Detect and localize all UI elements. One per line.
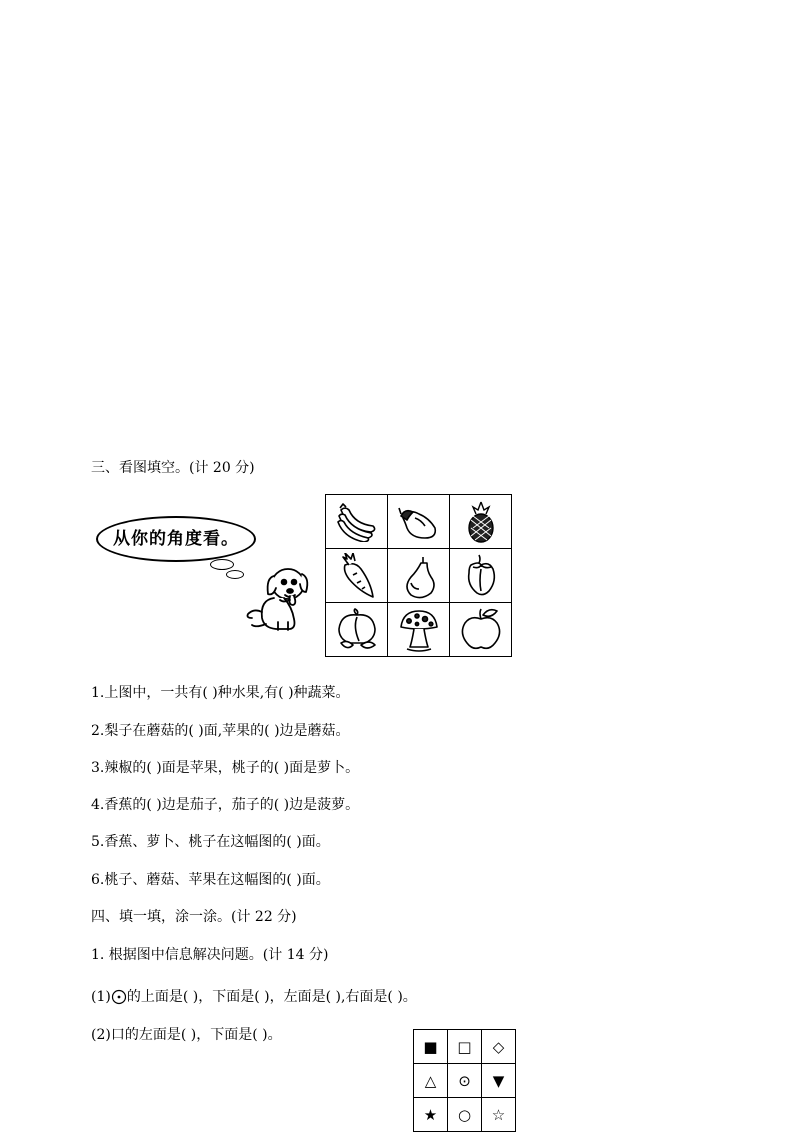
symbol-grid	[413, 1029, 516, 1132]
grid-cell-apple	[450, 603, 512, 657]
banana-icon	[335, 502, 379, 542]
question-3-4: 4.香蕉的( )边是茄子，茄子的( )边是菠萝。	[91, 797, 360, 813]
question-3-1: 1.上图中，一共有( )种水果,有( )种蔬菜。	[91, 685, 350, 701]
grid-cell-pepper	[450, 549, 512, 603]
q1-1-prefix: (1)	[91, 989, 111, 1005]
symbol-cell: ○	[448, 1098, 482, 1132]
question-3-2: 2.梨子在蘑菇的( )面,苹果的( )边是蘑菇。	[91, 723, 350, 739]
question-4-1-2: (2)口的左面是( )，下面是( )。	[91, 1027, 282, 1043]
apple-icon	[459, 607, 503, 653]
symbol-cell: ⊙	[448, 1064, 482, 1098]
section-4-title: 四、填一填，涂一涂。(计 22 分)	[91, 909, 297, 925]
pineapple-icon	[459, 500, 503, 544]
grid-cell-pear	[388, 549, 450, 603]
symbol-cell: ◇	[482, 1030, 516, 1064]
pepper-icon	[461, 553, 501, 599]
dog-icon	[236, 562, 312, 634]
q1-1-text: 的上面是( )，下面是( )，左面是( ),右面是( )。	[126, 989, 417, 1005]
peach-icon	[335, 607, 379, 653]
symbol-cell: ☆	[482, 1098, 516, 1132]
symbol-cell: ★	[414, 1098, 448, 1132]
section-3-title: 三、看图填空。(计 20 分)	[91, 460, 255, 476]
mushroom-icon	[397, 607, 441, 653]
grid-cell-pineapple	[450, 495, 512, 549]
question-3-6: 6.桃子、蘑菇、苹果在这幅图的( )面。	[91, 872, 330, 888]
question-4-1: 1. 根据图中信息解决问题。(计 14 分)	[91, 947, 329, 963]
bubble-puff	[210, 559, 234, 570]
eggplant-icon	[397, 502, 441, 542]
question-3-5: 5.香蕉、萝卜、桃子在这幅图的( )面。	[91, 834, 330, 850]
carrot-icon	[335, 553, 379, 599]
grid-cell-peach	[326, 603, 388, 657]
symbol-cell: △	[414, 1064, 448, 1098]
grid-cell-mushroom	[388, 603, 450, 657]
symbol-cell: □	[448, 1030, 482, 1064]
question-3-3: 3.辣椒的( )面是苹果，桃子的( )面是萝卜。	[91, 760, 360, 776]
grid-cell-carrot	[326, 549, 388, 603]
fruit-vegetable-grid	[325, 494, 512, 657]
pear-icon	[399, 553, 439, 599]
question-4-1-1	[91, 988, 417, 1006]
grid-cell-eggplant	[388, 495, 450, 549]
symbol-cell: ▼	[482, 1064, 516, 1098]
symbol-cell: ■	[414, 1030, 448, 1064]
circle-dot-icon	[111, 989, 127, 1005]
grid-cell-banana	[326, 495, 388, 549]
bubble-text: 从你的角度看。	[113, 529, 239, 549]
thought-bubble	[96, 516, 256, 562]
